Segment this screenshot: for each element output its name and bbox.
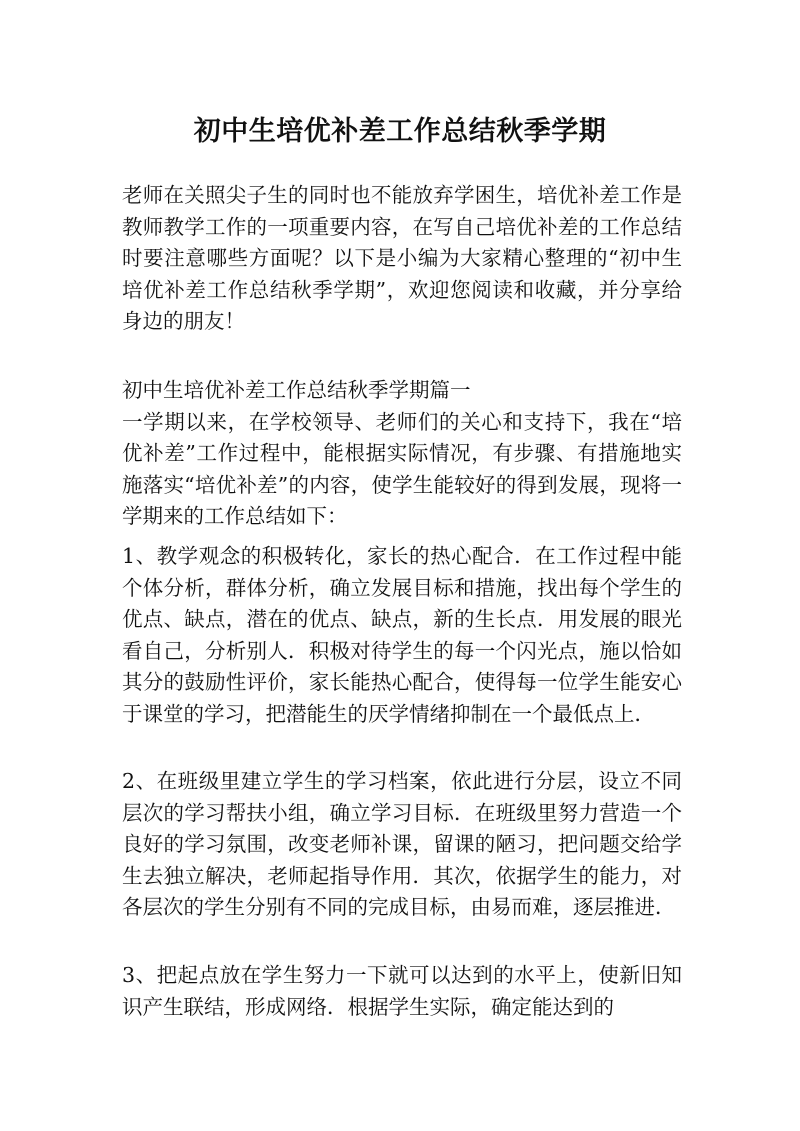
intro-text: 老师在关照尖子生的同时也不能放弃学困生，培优补差工作是教师教学工作的一项重要内容，在写自己培优补差的工作总结时要注意哪些方面呢？以下是小编为大家精心整理的“初中生培优补差工作总结秋季学期”，欢迎您阅读和收藏，并分享给身边的朋友！ <box>122 183 682 333</box>
point-2-paragraph <box>122 766 682 924</box>
section-heading: 初中生培优补差工作总结秋季学期篇一 <box>122 378 471 402</box>
section-block <box>122 375 682 533</box>
intro-paragraph <box>122 180 682 338</box>
section-intro-text: 一学期以来，在学校领导、老师们的关心和支持下，我在“培优补差”工作过程中，能根据实际情况，有步骤、有措施地实施落实“培优补差”的内容，使学生能较好的得到发展，现将一学期来的工作总结如下： <box>122 409 682 528</box>
point-2-text: 2、在班级里建立学生的学习档案，依此进行分层，设立不同层次的学习帮扶小组，确立学习目标．在班级里努力营造一个良好的学习氛围，改变老师补课，留课的陋习，把问题交给学生去独立解决，老师起指导作用．其次，依据学生的能力，对各层次的学生分别有不同的完成目标，由易而难，逐层推进． <box>122 769 682 919</box>
point-3-text: 3、把起点放在学生努力一下就可以达到的水平上，使新旧知识产生联结，形成网络．根据学生实际，确定能达到的 <box>122 963 682 1019</box>
point-1-paragraph <box>122 541 682 730</box>
point-1-text: 1、教学观念的积极转化，家长的热心配合．在工作过程中能个体分析，群体分析，确立发展目标和措施，找出每个学生的优点、缺点，潜在的优点、缺点，新的生长点．用发展的眼光看自己，分析别人．积极对待学生的每一个闪光点，施以恰如其分的鼓励性评价，家长能热心配合，使得每一位学生能安心于课堂的学习，把潜能生的厌学情绪抑制在一个最低点上． <box>122 544 682 726</box>
point-3-paragraph <box>122 960 682 1023</box>
document-title: 初中生培优补差工作总结秋季学期 <box>193 116 607 147</box>
